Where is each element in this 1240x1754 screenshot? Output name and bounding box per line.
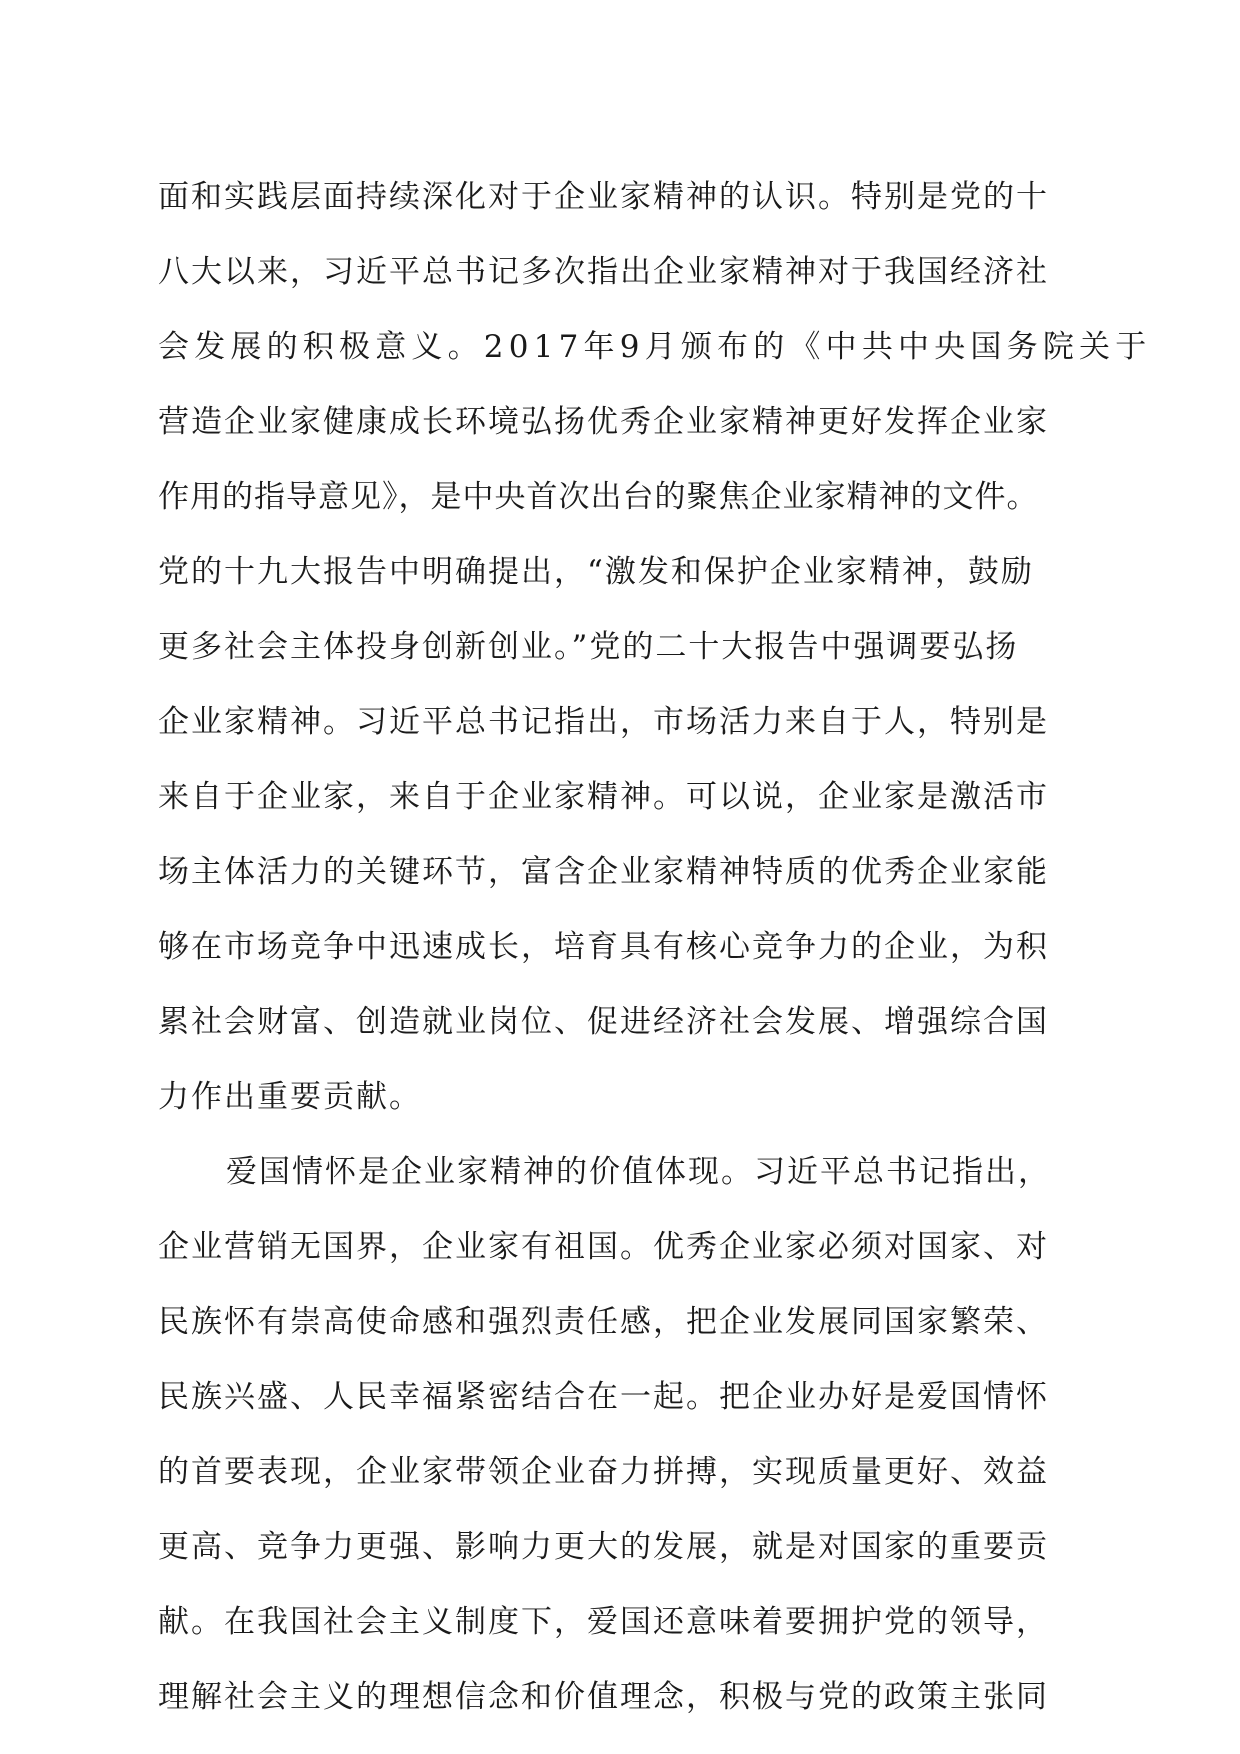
text-line: 力作出重要贡献。 (158, 1079, 422, 1115)
text-line: 面和实践层面持续深化对于企业家精神的认识。特别是党的十 (158, 179, 1049, 215)
paragraph-start-line: 爱国情怀是企业家精神的价值体现。习近平总书记指出， (226, 1154, 1051, 1190)
text-line: 的首要表现，企业家带领企业奋力拼搏，实现质量更好、效益 (158, 1454, 1049, 1490)
text-line: 党的十九大报告中明确提出，“激发和保护企业家精神，鼓励 (158, 554, 1034, 590)
text-line: 累社会财富、创造就业岗位、促进经济社会发展、增强综合国 (158, 1004, 1049, 1040)
text-line: 来自于企业家，来自于企业家精神。可以说，企业家是激活市 (158, 779, 1049, 815)
text-line: 民族兴盛、人民幸福紧密结合在一起。把企业办好是爱国情怀 (158, 1379, 1049, 1415)
text-line: 营造企业家健康成长环境弘扬优秀企业家精神更好发挥企业家 (158, 404, 1049, 440)
text-line: 理解社会主义的理想信念和价值理念，积极与党的政策主张同 (158, 1679, 1049, 1715)
text-line: 更高、竞争力更强、影响力更大的发展，就是对国家的重要贡 (158, 1529, 1049, 1565)
text-line: 民族怀有崇高使命感和强烈责任感，把企业发展同国家繁荣、 (158, 1304, 1049, 1340)
text-line: 作用的指导意见》，是中央首次出台的聚焦企业家精神的文件。 (158, 479, 1039, 515)
text-line: 企业营销无国界，企业家有祖国。优秀企业家必须对国家、对 (158, 1229, 1049, 1265)
text-line: 八大以来，习近平总书记多次指出企业家精神对于我国经济社 (158, 254, 1049, 290)
body-text (158, 160, 1152, 1735)
text-line: 够在市场竞争中迅速成长，培育具有核心竞争力的企业，为积 (158, 929, 1049, 965)
text-line: 会发展的积极意义。2017年9月颁布的《中共中央国务院关于 (158, 329, 1152, 365)
text-line: 企业家精神。习近平总书记指出，市场活力来自于人，特别是 (158, 704, 1049, 740)
text-line: 献。在我国社会主义制度下，爱国还意味着要拥护党的领导， (158, 1604, 1049, 1640)
text-line: 场主体活力的关键环节，富含企业家精神特质的优秀企业家能 (158, 854, 1049, 890)
text-line: 更多社会主体投身创新创业。”党的二十大报告中强调要弘扬 (158, 629, 1019, 665)
